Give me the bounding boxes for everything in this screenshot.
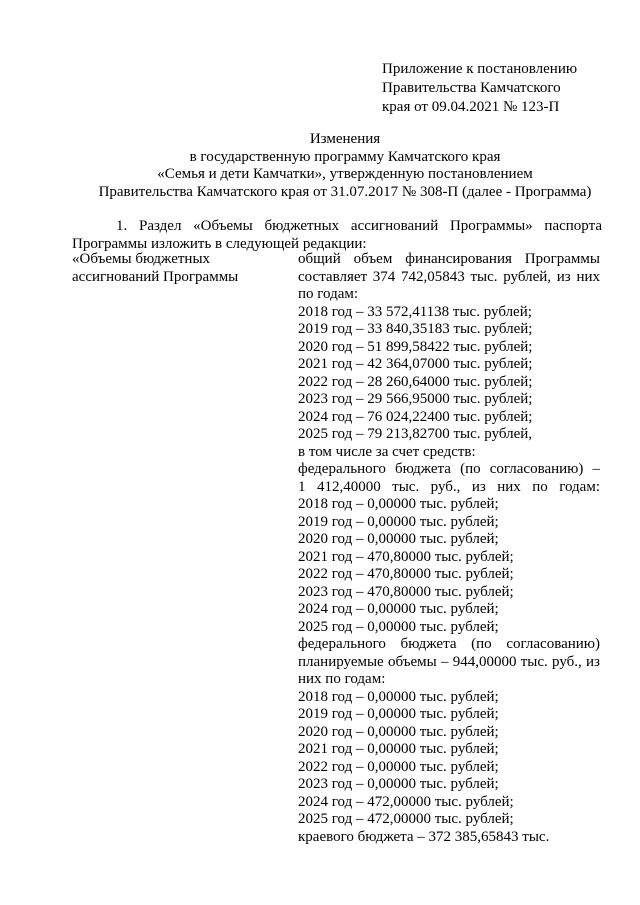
budget-value-line: 2019 год – 0,00000 тыс. рублей;	[298, 513, 499, 530]
budget-value-line: 2020 год – 0,00000 тыс. рублей;	[298, 723, 499, 740]
budget-value-cell	[298, 251, 600, 846]
item-1-line: 1. Раздел «Объемы бюджетных ассигнований Программы» паспорта	[116, 218, 602, 234]
budget-value-line: 2025 год – 472,00000 тыс. рублей;	[298, 811, 514, 827]
budget-value-line: 2022 год – 28 260,64000 тыс. рублей;	[298, 373, 533, 390]
budget-value-line: 2022 год – 0,00000 тыс. рублей;	[298, 758, 499, 775]
budget-value-line: 2020 год – 51 899,58422 тыс. рублей;	[298, 338, 533, 355]
budget-label-line: «Объемы бюджетных	[72, 251, 211, 267]
budget-value-line: 2020 год – 0,00000 тыс. рублей;	[298, 531, 499, 547]
annex-header	[382, 60, 577, 117]
budget-value-line: 2022 год – 470,80000 тыс. рублей;	[298, 566, 514, 582]
budget-value-line: планируемые объемы – 944,00000 тыс. руб., из	[298, 653, 600, 670]
budget-value-line: 2023 год – 29 566,95000 тыс. рублей;	[298, 391, 533, 407]
annex-line: края от 09.04.2021 № 123-П	[382, 99, 560, 115]
budget-value-line: федерального бюджета (по согласованию) –	[298, 461, 600, 477]
title-line: Правительства Камчатского края от 31.07.2017 № 308-П (далее - Программа)	[98, 183, 592, 200]
budget-value-line: 1 412,40000 тыс. руб., из них по годам:	[298, 478, 600, 495]
budget-label-cell	[72, 251, 272, 286]
budget-value-line: 2021 год – 470,80000 тыс. рублей;	[298, 548, 514, 565]
budget-value-line: них по годам:	[298, 671, 386, 687]
title-line: в государственную программу Камчатского края	[189, 148, 501, 165]
annex-line: Приложение к постановлению	[382, 61, 578, 77]
title-line: Изменения	[309, 131, 381, 147]
title-line: «Семья и дети Камчатки», утвержденную постановлением	[157, 166, 533, 182]
budget-value-line: 2018 год – 33 572,41138 тыс. рублей;	[298, 303, 532, 320]
budget-label-line: ассигнований Программы	[72, 268, 239, 285]
item-1-paragraph	[72, 218, 602, 253]
item-1-line: Программы изложить в следующей редакции:	[72, 235, 367, 252]
annex-line: Правительства Камчатского	[382, 80, 561, 96]
budget-value-line: 2024 год – 76 024,22400 тыс. рублей;	[298, 408, 533, 425]
budget-value-line: 2021 год – 0,00000 тыс. рублей;	[298, 741, 499, 757]
budget-value-line: 2025 год – 0,00000 тыс. рублей;	[298, 618, 499, 635]
budget-value-line: общий объем финансирования Программы	[298, 251, 600, 267]
budget-value-line: 2023 год – 0,00000 тыс. рублей;	[298, 776, 499, 792]
budget-value-line: 2018 год – 0,00000 тыс. рублей;	[298, 688, 499, 705]
budget-value-line: 2023 год – 470,80000 тыс. рублей;	[298, 583, 514, 600]
budget-value-line: в том числе за счет средств:	[298, 443, 476, 460]
budget-value-line: краевого бюджета – 372 385,65843 тыс.	[298, 828, 550, 845]
document-title	[72, 131, 618, 201]
budget-value-line: 2024 год – 0,00000 тыс. рублей;	[298, 601, 499, 617]
budget-value-line: 2025 год – 79 213,82700 тыс. рублей,	[298, 426, 533, 442]
budget-value-line: 2021 год – 42 364,07000 тыс. рублей;	[298, 356, 533, 372]
budget-value-line: федерального бюджета (по согласованию)	[298, 636, 600, 652]
budget-value-line: по годам:	[298, 286, 359, 302]
budget-value-line: 2019 год – 33 840,35183 тыс. рублей;	[298, 321, 533, 337]
budget-value-line: 2018 год – 0,00000 тыс. рублей;	[298, 496, 499, 512]
budget-value-line: 2019 год – 0,00000 тыс. рублей;	[298, 706, 499, 722]
budget-value-line: 2024 год – 472,00000 тыс. рублей;	[298, 793, 514, 810]
budget-value-line: составляет 374 742,05843 тыс. рублей, из них	[298, 268, 600, 285]
